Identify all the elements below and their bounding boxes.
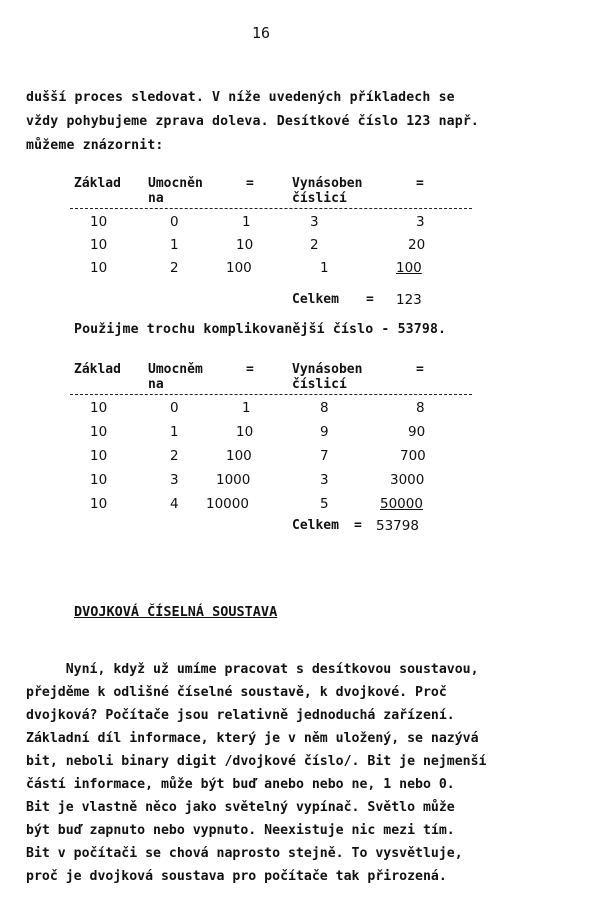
cell-base: 10 (90, 400, 108, 416)
header-eq-1: = (246, 362, 254, 377)
section-heading: DVOJKOVÁ ČÍSELNÁ SOUSTAVA (74, 604, 278, 620)
cell-base: 10 (90, 260, 108, 276)
paragraph-line: být buď zapnuto nebo vypnuto. Neexistuje nic mezi tím. (26, 823, 455, 838)
total-value: 123 (396, 292, 422, 308)
paragraph-line: Nyní, když už umíme pracovat s desítkovou soustavou, (26, 662, 479, 677)
table-row (74, 448, 494, 470)
cell-power: 1000 (216, 472, 251, 488)
table-powers-123 (74, 176, 494, 316)
cell-product: 3 (416, 214, 425, 230)
subheader-na: na (148, 191, 164, 206)
cell-power: 100 (226, 448, 252, 464)
paragraph-line: Bit v počítači se chová naprosto stejně. To vysvětluje, (26, 846, 463, 861)
table-row (74, 424, 494, 446)
subheader-na: na (148, 377, 164, 392)
header-rule (70, 394, 472, 395)
table-row (74, 237, 494, 259)
paragraph-line: částí informace, může být buď anebo nebo ne, 1 nebo 0. (26, 777, 455, 792)
page-number: 16 (252, 24, 271, 42)
intro-line-3: můžeme znázornit: (26, 138, 164, 153)
header-zaklad: Základ (74, 176, 121, 191)
cell-power: 10000 (206, 496, 249, 512)
header-eq-2: = (416, 176, 424, 191)
cell-product: 3000 (390, 472, 425, 488)
table-row (74, 214, 494, 236)
cell-power: 10 (236, 237, 254, 253)
paragraph-line: přejděme k odlišné číselné soustavě, k dvojkové. Proč (26, 685, 447, 700)
total-value: 53798 (376, 518, 419, 534)
cell-base: 10 (90, 496, 108, 512)
cell-digit: 3 (320, 472, 329, 488)
cell-digit: 5 (320, 496, 329, 512)
total-label: Celkem (292, 292, 339, 307)
paragraph-line: Bit je vlastně něco jako světelný vypínač. Světlo může (26, 800, 455, 815)
paragraph-line: dvojková? Počítače jsou relativně jednoduchá zařízení. (26, 708, 455, 723)
cell-exponent: 1 (170, 424, 179, 440)
cell-base: 10 (90, 214, 108, 230)
cell-digit: 7 (320, 448, 329, 464)
table-row (74, 496, 494, 518)
subheader-cislici: číslicí (292, 377, 347, 392)
cell-base: 10 (90, 424, 108, 440)
table-powers-53798 (74, 362, 494, 542)
cell-digit: 2 (310, 237, 319, 253)
table-row (74, 260, 494, 282)
paragraph-line: bit, neboli binary digit /dvojkové číslo/. Bit je nejmenší (26, 754, 487, 769)
header-eq-2: = (416, 362, 424, 377)
cell-exponent: 3 (170, 472, 179, 488)
cell-exponent: 4 (170, 496, 179, 512)
cell-product: 50000 (380, 496, 423, 512)
cell-power: 1 (242, 214, 251, 230)
cell-power: 10 (236, 424, 254, 440)
cell-product: 700 (400, 448, 426, 464)
subheader-cislici: číslicí (292, 191, 347, 206)
cell-product: 20 (408, 237, 426, 253)
total-eq: = (366, 292, 374, 307)
header-umocnem: Umocněm (148, 362, 203, 377)
cell-exponent: 1 (170, 237, 179, 253)
cell-base: 10 (90, 448, 108, 464)
cell-exponent: 2 (170, 260, 179, 276)
cell-exponent: 2 (170, 448, 179, 464)
header-umocnen: Umocněn (148, 176, 203, 191)
cell-base: 10 (90, 237, 108, 253)
header-zaklad: Základ (74, 362, 121, 377)
cell-digit: 9 (320, 424, 329, 440)
table-row (74, 400, 494, 422)
cell-product: 90 (408, 424, 426, 440)
header-vynasoben: Vynásoben (292, 176, 363, 191)
paragraph-line: Základní díl informace, který je v něm uložený, se nazývá (26, 731, 479, 746)
paragraph-line: proč je dvojková soustava pro počítače tak přirozená. (26, 869, 447, 884)
cell-digit: 1 (320, 260, 329, 276)
cell-exponent: 0 (170, 214, 179, 230)
between-line: Použijme trochu komplikovanější číslo - 53798. (74, 322, 447, 337)
total-eq: = (354, 518, 362, 533)
cell-product: 8 (416, 400, 425, 416)
header-vynasoben: Vynásoben (292, 362, 363, 377)
cell-product: 100 (396, 260, 422, 276)
cell-digit: 8 (320, 400, 329, 416)
intro-line-2: vždy pohybujeme zprava doleva. Desítkové číslo 123 např. (26, 114, 480, 129)
header-rule (70, 208, 472, 209)
cell-exponent: 0 (170, 400, 179, 416)
intro-line-1: dušší proces sledovat. V níže uvedených příkladech se (26, 90, 455, 105)
cell-power: 1 (242, 400, 251, 416)
total-label: Celkem (292, 518, 339, 533)
table-row (74, 472, 494, 494)
cell-base: 10 (90, 472, 108, 488)
cell-power: 100 (226, 260, 252, 276)
cell-digit: 3 (310, 214, 319, 230)
header-eq-1: = (246, 176, 254, 191)
